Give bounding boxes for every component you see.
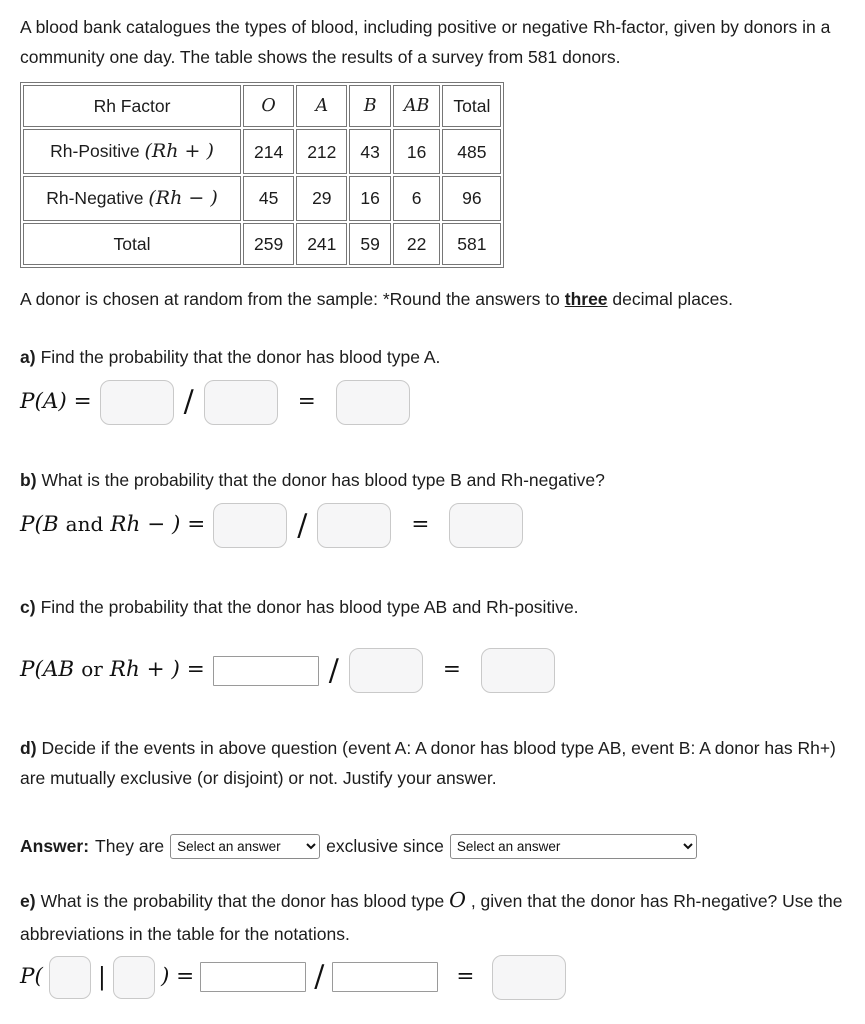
- part-d-question: [20, 733, 843, 793]
- part-c-denominator-input[interactable]: [349, 648, 423, 693]
- math-segment: P(AB: [20, 657, 75, 683]
- part-a-expression: P(A) =: [20, 388, 92, 414]
- part-c-answer-row: [20, 648, 843, 693]
- cell-value: 45: [243, 176, 294, 221]
- part-d-label: d): [20, 738, 37, 759]
- part-d-answer-line: [20, 831, 843, 861]
- part-c-question: [20, 592, 843, 622]
- equals-sign: =: [411, 512, 430, 538]
- part-e-text: , given that the donor has Rh-negative? Use the abbreviations in the table for the notations.: [20, 891, 843, 944]
- fraction-slash: /: [314, 959, 325, 995]
- row-label-text: Rh-Positive: [50, 141, 145, 162]
- part-c-expression: [20, 652, 205, 689]
- part-e-condition-input[interactable]: [113, 956, 155, 999]
- part-c: [20, 592, 843, 693]
- note-emphasis-three: three: [564, 288, 608, 309]
- table-header-total: Total: [442, 85, 501, 127]
- part-e-answer-row: [20, 955, 843, 1000]
- math-segment: Rh + ) =: [109, 657, 205, 683]
- row-label-math: (Rh + ): [144, 140, 214, 163]
- part-e-label: e): [20, 891, 36, 912]
- part-b-result-input[interactable]: [449, 503, 523, 548]
- row-label-rh-positive: [23, 129, 241, 174]
- part-e-question: [20, 883, 843, 948]
- exclusive-select[interactable]: [170, 834, 320, 859]
- part-e-text: What is the probability that the donor has blood type: [40, 891, 450, 912]
- part-a-text: Find the probability that the donor has blood type A.: [40, 346, 441, 367]
- part-b-denominator-input[interactable]: [317, 503, 391, 548]
- cell-value: 485: [442, 129, 501, 174]
- part-a-result-input[interactable]: [336, 380, 410, 425]
- cell-value: 16: [393, 129, 441, 174]
- math-blood-type-o: O: [449, 888, 466, 913]
- table-header-ab: AB: [393, 85, 441, 127]
- part-e-event-input[interactable]: [49, 956, 91, 999]
- part-e-expression-open: P(: [20, 963, 43, 989]
- part-b-answer-row: [20, 503, 843, 548]
- part-e-denominator-input[interactable]: [332, 962, 438, 992]
- part-a-answer-row: [20, 380, 843, 425]
- row-label-total: Total: [23, 223, 241, 265]
- row-label-text: Rh-Negative: [46, 187, 149, 208]
- justification-select[interactable]: [450, 834, 697, 859]
- equals-sign: =: [297, 388, 316, 414]
- cell-value: 212: [296, 129, 347, 174]
- note-text-before: A donor is chosen at random from the sample: *Round the answers to: [20, 288, 565, 309]
- cell-value: 241: [296, 223, 347, 265]
- part-b: [20, 465, 843, 548]
- table-header-o: O: [243, 85, 294, 127]
- cell-value: 22: [393, 223, 441, 265]
- answer-label: Answer:: [20, 836, 90, 857]
- part-a-numerator-input[interactable]: [100, 380, 174, 425]
- answer-text-they-are: They are: [95, 836, 165, 857]
- part-b-text: What is the probability that the donor has blood type B and Rh-negative?: [41, 469, 605, 490]
- cell-value: 59: [349, 223, 390, 265]
- equals-sign: =: [456, 963, 475, 989]
- part-b-label: b): [20, 469, 37, 490]
- part-e-result-input[interactable]: [492, 955, 566, 1000]
- cell-value: 16: [349, 176, 390, 221]
- row-label-math: (Rh − ): [148, 186, 218, 209]
- part-b-numerator-input[interactable]: [213, 503, 287, 548]
- fraction-slash: /: [328, 652, 339, 688]
- part-a-question: [20, 342, 843, 372]
- math-word-or: or: [81, 657, 103, 682]
- table-row-rh-positive: [23, 129, 501, 174]
- problem-page: [20, 12, 843, 1000]
- cell-value: 43: [349, 129, 390, 174]
- table-row-total: [23, 223, 501, 265]
- part-e: [20, 883, 843, 999]
- table-row-rh-negative: [23, 176, 501, 221]
- problem-statement: A blood bank catalogues the types of blood, including positive or negative Rh-factor, given by donors in a community one day. The table shows the results of a survey from 581 donors.: [20, 17, 831, 68]
- part-a-denominator-input[interactable]: [204, 380, 278, 425]
- table-header-row: [23, 85, 501, 127]
- part-c-result-input[interactable]: [481, 648, 555, 693]
- instruction-note: [20, 284, 843, 314]
- fraction-slash: /: [183, 384, 194, 420]
- table-header-a: A: [296, 85, 347, 127]
- math-word-and: and: [65, 512, 104, 537]
- part-d-text: Decide if the events in above question (event A: A donor has blood type AB, event B: A donor has Rh+) are mutually exclusive (or disjoint) or not. Justify your answer.: [20, 738, 836, 789]
- cell-value: 29: [296, 176, 347, 221]
- table-header-rh-factor: Rh Factor: [23, 85, 241, 127]
- math-segment: Rh − ) =: [110, 512, 206, 538]
- part-c-text: Find the probability that the donor has blood type AB and Rh-positive.: [40, 597, 579, 617]
- cell-value: 259: [243, 223, 294, 265]
- part-b-question: [20, 465, 843, 495]
- table-header-b: B: [349, 85, 390, 127]
- fraction-slash: /: [297, 507, 308, 543]
- cell-value: 96: [442, 176, 501, 221]
- blood-type-table: [20, 82, 504, 268]
- math-segment: P(B: [20, 512, 59, 538]
- part-b-expression: [20, 507, 205, 544]
- cell-value: 214: [243, 129, 294, 174]
- part-e-numerator-input[interactable]: [200, 962, 306, 992]
- part-c-label: c): [20, 597, 36, 617]
- note-text-after: decimal places.: [607, 288, 734, 309]
- cell-value: 6: [393, 176, 441, 221]
- equals-sign: =: [442, 657, 461, 683]
- part-d: [20, 733, 843, 793]
- row-label-rh-negative: [23, 176, 241, 221]
- part-c-numerator-input[interactable]: [213, 656, 319, 686]
- answer-text-exclusive-since: exclusive since: [326, 836, 444, 857]
- cell-value: 581: [442, 223, 501, 265]
- part-a: [20, 342, 843, 425]
- part-e-expression-close: ) =: [160, 963, 195, 989]
- conditional-bar: |: [97, 962, 106, 991]
- part-a-label: a): [20, 346, 36, 367]
